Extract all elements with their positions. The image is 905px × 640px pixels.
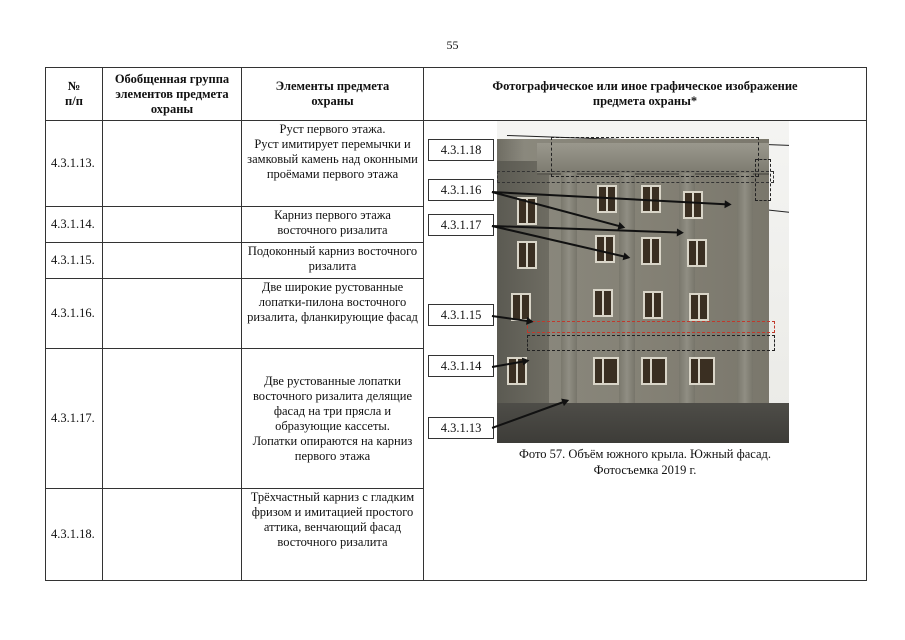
page-number: 55 (446, 38, 459, 52)
header-group: Обобщенная группа элементов предмета охраны (103, 68, 242, 121)
row-num: 4.3.1.18. (46, 489, 103, 581)
header-num: № п/п (46, 68, 103, 121)
photo-caption: Фото 57. Объём южного крыла. Южный фасад. Фотосъемка 2019 г. (519, 447, 771, 477)
facade-photo (497, 121, 789, 443)
label-tag-4-3-1-18: 4.3.1.18 (428, 139, 494, 161)
row-num: 4.3.1.17. (46, 349, 103, 489)
label-tag-4-3-1-16: 4.3.1.16 (428, 179, 494, 201)
protection-elements-table (45, 67, 867, 581)
row-group (103, 243, 242, 279)
photo-area (424, 121, 866, 580)
row-num: 4.3.1.14. (46, 207, 103, 243)
row-group (103, 489, 242, 581)
row-element: Руст первого этажа. Руст имитирует перемычки и замковый камень над оконными проёмами первого этажа (242, 121, 424, 207)
row-element: Карниз первого этажа восточного ризалита (242, 207, 424, 243)
header-photo: Фотографическое или иное графическое изображение предмета охраны* (424, 68, 867, 121)
table-row (46, 121, 867, 207)
row-element: Две рустованные лопатки восточного ризалита делящие фасад на три прясла и образующие кассеты. Лопатки опираются на карниз первого этажа (242, 349, 424, 489)
table-header-row (46, 68, 867, 121)
row-group (103, 279, 242, 349)
row-num: 4.3.1.16. (46, 279, 103, 349)
label-tag-4-3-1-17: 4.3.1.17 (428, 214, 494, 236)
row-group (103, 349, 242, 489)
row-element: Две широкие рустованные лопатки-пилона восточного ризалита, фланкирующие фасад (242, 279, 424, 349)
row-group (103, 121, 242, 207)
label-tag-4-3-1-14: 4.3.1.14 (428, 355, 494, 377)
row-group (103, 207, 242, 243)
header-elements: Элементы предмета охраны (242, 68, 424, 121)
label-tag-4-3-1-13: 4.3.1.13 (428, 417, 494, 439)
row-num: 4.3.1.13. (46, 121, 103, 207)
row-element: Подоконный карниз восточного ризалита (242, 243, 424, 279)
photo-cell (424, 121, 867, 581)
row-num: 4.3.1.15. (46, 243, 103, 279)
label-tag-4-3-1-15: 4.3.1.15 (428, 304, 494, 326)
row-element: Трёхчастный карниз с гладким фризом и имитацией простого аттика, венчающий фасад восточного ризалита (242, 489, 424, 581)
